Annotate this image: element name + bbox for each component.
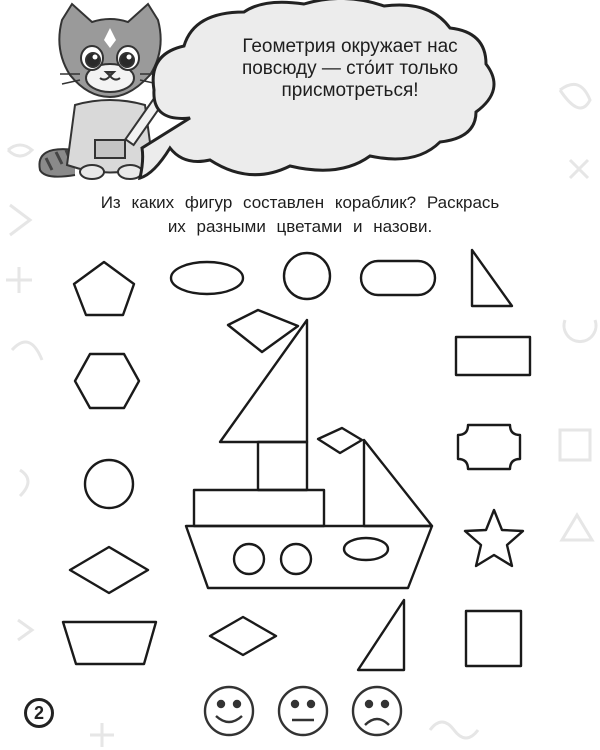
boat-picture [186,310,432,588]
background-doodles [6,84,596,747]
boat-hull-trapezoid [186,526,432,588]
bubble-line-3: присмотреться! [281,80,419,101]
task-instructions [60,191,540,239]
neutral-face-icon[interactable] [279,687,327,735]
rectangle-shape [456,337,530,375]
boat-second-sail-triangle [364,440,432,526]
task-line-1: Из каких фигур составлен кораблик? Раскрась [100,193,500,212]
boat-porthole-ellipse [344,538,388,560]
boat-mast-rectangle [258,442,307,490]
pentagon-shape [74,262,134,315]
boat-second-flag-rhombus [318,428,362,453]
rhombus-shape-bottom [210,617,276,655]
circle-shape-top [284,253,330,299]
hexagon-shape [75,354,139,408]
boat-porthole-circle-1 [234,544,264,574]
decorative-frame-shape [458,425,520,469]
boat-porthole-circle-2 [281,544,311,574]
page-number: 2 [24,698,54,728]
task-line-2: их разными цветами и назови. [167,217,433,236]
circle-shape [85,460,133,508]
rhombus-shape [70,547,148,593]
rounded-rectangle-shape [361,261,435,295]
sad-face-icon[interactable] [353,687,401,735]
bubble-line-2: повсюду — сто́ит только [241,58,459,79]
ellipse-shape [171,262,243,294]
star-shape [465,510,523,566]
happy-face-icon[interactable] [205,687,253,735]
trapezoid-shape [63,622,156,664]
right-triangle-shape [472,250,512,306]
boat-cabin-rectangle [194,490,324,526]
bubble-text [200,36,500,102]
right-triangle-shape-bottom [358,600,404,670]
bubble-line-1: Геометрия окружает нас [242,36,458,57]
boat-sail-triangle [220,320,307,442]
square-shape [466,611,521,666]
